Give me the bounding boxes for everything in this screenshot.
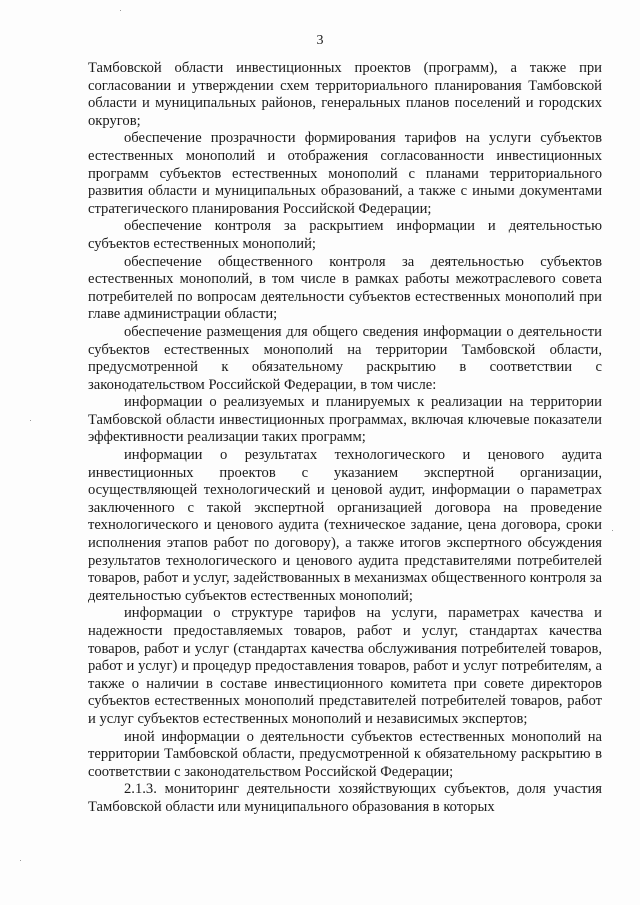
document-body xyxy=(88,60,602,817)
scan-speck xyxy=(120,10,121,11)
paragraph: обеспечение прозрачности формирования тарифов на услуги субъектов естественных монополий и отображения согласованности инвестиционных программ субъектов естественных монополий с планами территориального развития области и муниципальных образований, а также с иными документами стратегического планирования Российской Федерации; xyxy=(88,130,602,217)
paragraph: Тамбовской области инвестиционных проектов (программ), а также при согласовании и утверждении схем территориального планирования Тамбовской области и муниципальных районов, генеральных планов поселений и городских округов; xyxy=(88,60,602,129)
paragraph: обеспечение контроля за раскрытием информации и деятельностью субъектов естественных монополий; xyxy=(88,218,602,252)
scan-speck xyxy=(612,530,613,531)
paragraph: информации о реализуемых и планируемых к реализации на территории Тамбовской области инвестиционных программах, включая ключевые показатели эффективности реализации таких программ; xyxy=(88,394,602,446)
paragraph: обеспечение размещения для общего сведения информации о деятельности субъектов естественных монополий на территории Тамбовской области, предусмотренной к обязательному раскрытию в соответствии с законодательством Российской Федерации, в том числе: xyxy=(88,323,602,393)
scan-speck xyxy=(30,420,31,421)
paragraph: иной информации о деятельности субъектов естественных монополий на территории Тамбовской области, предусмотренной к обязательному раскрытию в соответствии с законодательством Российской Федерации; xyxy=(88,728,602,780)
paragraph: информации о структуре тарифов на услуги, параметрах качества и надежности предоставляемых товаров, работ и услуг, стандартах качества товаров, работ и услуг (стандартах качества обслуживания потребителей товаров, работ и услуг) и процедур предоставления товаров, работ и услуг потребителям, а также о наличии в составе инвестиционного комитета при совете директоров субъектов естественных монополий представителей потребителей товаров, работ и услуг субъектов естественных монополий и независимых экспертов; xyxy=(88,605,602,727)
page-number: 3 xyxy=(316,33,324,48)
paragraph: обеспечение общественного контроля за деятельностью субъектов естественных монополий, в том числе в рамках работы межотраслевого совета потребителей по вопросам деятельности субъектов естественных монополий при главе администрации области; xyxy=(88,253,602,323)
paragraph: 2.1.3. мониторинг деятельности хозяйствующих субъектов, доля участия Тамбовской области или муниципального образования в которых xyxy=(88,781,602,815)
paragraph: информации о результатах технологического и ценового аудита инвестиционных проектов с указанием экспертной организации, осуществляющей технологический и ценовой аудит, информации о параметрах заключенного с такой экспертной организацией договора на проведение технологического и ценового аудита (техническое задание, цена договора, сроки исполнения этапов работ по договору), а также итогов экспертного обсуждения результатов технологического и ценового аудита представителями потребителей товаров, работ и услуг, задействованных в механизмах общественного контроля за деятельностью субъектов естественных монополий; xyxy=(88,447,602,604)
scan-speck xyxy=(20,860,21,861)
